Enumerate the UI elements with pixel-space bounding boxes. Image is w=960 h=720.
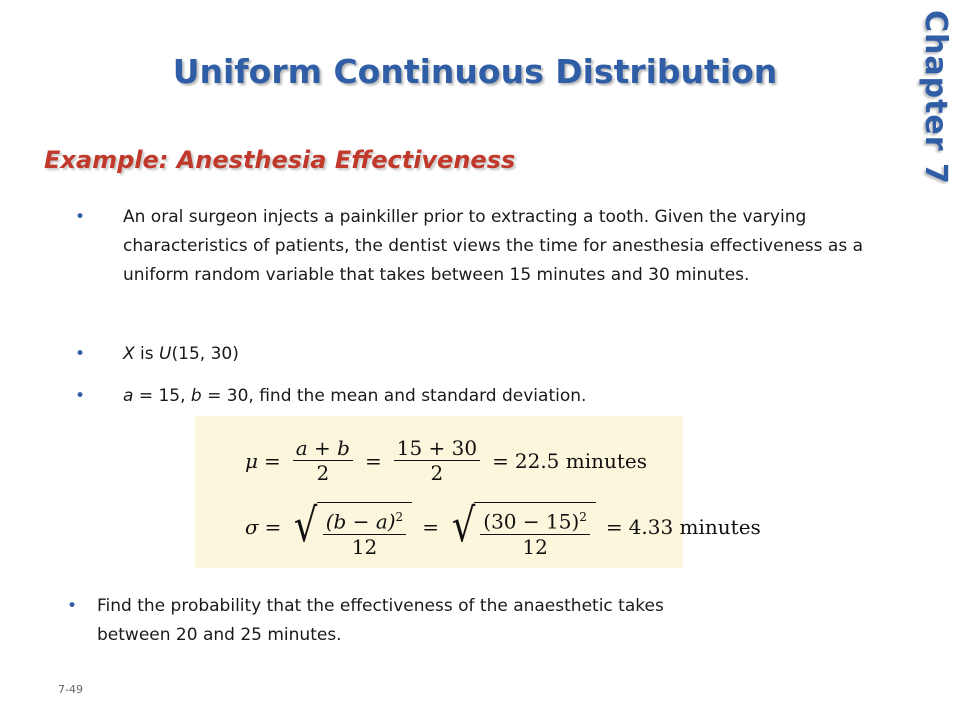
- distribution-u: U: [159, 344, 172, 364]
- fraction: $\frac{(30 - 15)^2}{12}$: [480, 505, 590, 559]
- formula-image: [195, 416, 761, 568]
- bullet-icon: •: [75, 344, 86, 364]
- mean-formula: μ = $\frac{a + b}{2}$ = $\frac{15 + 30}{2}$ = 22.5 minutes: [245, 436, 648, 485]
- variable-x: X: [123, 344, 135, 364]
- bullet-item-1: [0, 203, 960, 323]
- bullet-item-2: [0, 340, 960, 370]
- bullet-text: An oral surgeon injects a painkiller prior to extracting a tooth. Given the varying characteristics of patients, the dentist views the time for anesthesia effectiveness as a uniform random variable that takes between 15 minutes and 30 minutes.: [123, 207, 864, 285]
- page-number: 7-49: [58, 683, 83, 696]
- sd-formula: σ = √ $\frac{(b - a)^2}{12}$ = √ $\frac{(30 - 15)^2}{12}$ = 4.33 minutes: [245, 498, 761, 559]
- variable-a: a: [123, 386, 134, 406]
- sqrt-icon: √ $\frac{(b - a)^2}{12}$: [291, 496, 412, 559]
- fraction: $\frac{15 + 30}{2}$: [394, 436, 480, 485]
- fraction: $\frac{(b - a)^2}{12}$: [323, 505, 406, 559]
- mean-result: 22.5 minutes: [514, 448, 648, 473]
- bullet-item-3: [0, 382, 960, 412]
- bullet-icon: •: [75, 386, 86, 406]
- bullet-text: X is U(15, 30): [123, 344, 239, 364]
- mu-symbol: μ: [245, 448, 258, 473]
- example-subtitle: Example: Anesthesia Effectiveness: [44, 146, 516, 174]
- slide-title: Uniform Continuous Distribution: [172, 52, 778, 91]
- variable-b: b: [190, 386, 202, 406]
- bullet-icon: •: [67, 596, 78, 616]
- sd-result: 4.33 minutes: [628, 515, 761, 540]
- bullet-text: Find the probability that the effectiveness of the anaesthetic takes between 20 and 25 minutes.: [97, 596, 664, 645]
- fraction: $\frac{a + b}{2}$: [293, 436, 353, 485]
- chapter-label: Chapter 7: [918, 10, 953, 185]
- sigma-symbol: σ: [245, 515, 259, 540]
- bullet-text: a = 15, b = 30, find the mean and standard deviation.: [123, 386, 587, 406]
- bullet-item-4: [0, 592, 960, 652]
- sqrt-icon: √ $\frac{(30 - 15)^2}{12}$: [449, 496, 596, 559]
- bullet-icon: •: [75, 207, 86, 227]
